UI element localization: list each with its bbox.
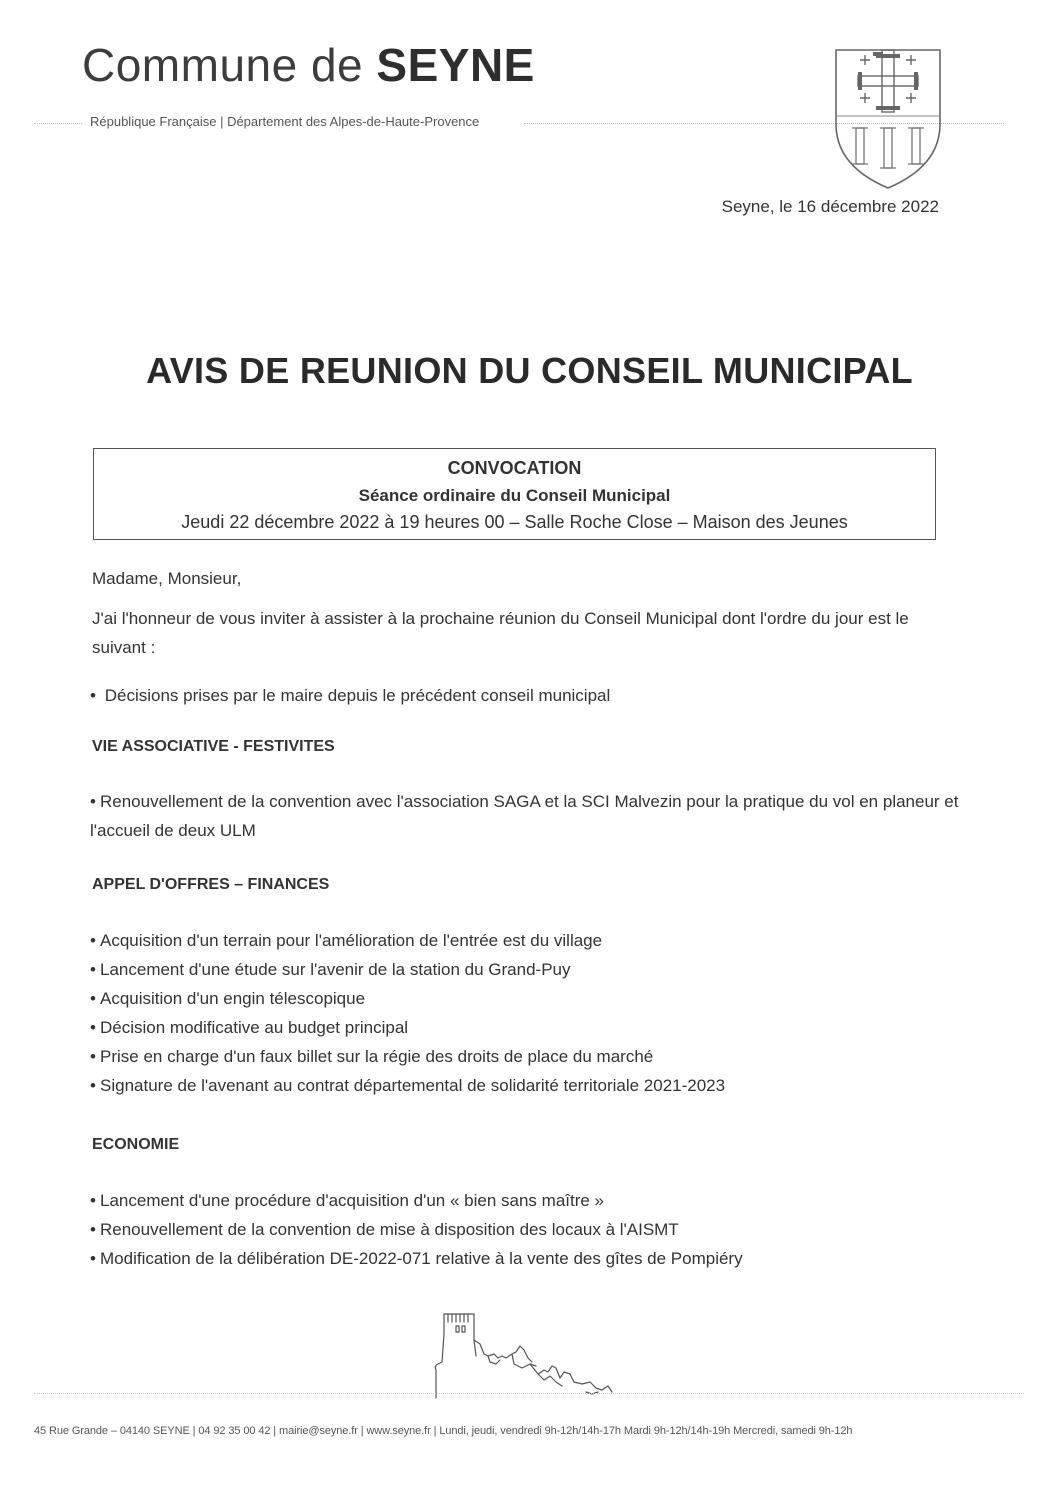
page-header — [0, 0, 1059, 200]
list-item — [90, 1042, 970, 1071]
section-heading-economie: ECONOMIE — [92, 1136, 180, 1153]
list-item — [90, 926, 970, 955]
list-item-text: Signature de l'avenant au contrat départemental de solidarité territoriale 2021-2023 — [100, 1076, 726, 1095]
list-item-text: Décisions prises par le maire depuis le précédent conseil municipal — [104, 686, 611, 705]
list-item — [90, 1013, 970, 1042]
list-item-text: Modification de la délibération DE-2022-071 relative à la vente des gîtes de Pompiéry — [100, 1249, 743, 1268]
list-item-text: Acquisition d'un terrain pour l'amélioration de l'entrée est du village — [100, 931, 603, 950]
list-item-text: Lancement d'une procédure d'acquisition d'un « bien sans maître » — [100, 1191, 605, 1210]
list-item-text: Acquisition d'un engin télescopique — [100, 989, 366, 1008]
coat-of-arms-icon — [828, 42, 948, 192]
bullet-icon: • — [90, 792, 96, 811]
bullet-icon: • — [90, 1249, 96, 1268]
convocation-box — [93, 448, 936, 540]
list-item — [90, 1186, 970, 1215]
bullet-icon: • — [90, 1018, 96, 1037]
header-divider-left — [34, 123, 82, 124]
bullet-icon: • — [90, 686, 96, 705]
bullet-icon: • — [90, 960, 96, 979]
date-line: Seyne, le 16 décembre 2022 — [721, 197, 939, 216]
bullet-icon: • — [90, 1191, 96, 1210]
list-appel-offres — [90, 926, 970, 1100]
list-item — [90, 1071, 970, 1100]
commune-name: SEYNE — [376, 39, 535, 91]
list-item — [90, 955, 970, 984]
list-item-text: Renouvellement de la convention de mise à disposition des locaux à l'AISMT — [100, 1220, 679, 1239]
list-item — [90, 1215, 970, 1244]
commune-prefix: Commune de — [82, 39, 377, 91]
intro-paragraph: J'ai l'honneur de vous inviter à assister à la prochaine réunion du Conseil Municipal dont l'ordre du jour est le suivant : — [92, 609, 909, 657]
bullet-icon: • — [90, 1076, 96, 1095]
section-heading-vie-associative: VIE ASSOCIATIVE - FESTIVITES — [92, 738, 335, 755]
bullet-icon: • — [90, 1220, 96, 1239]
convocation-title: CONVOCATION — [447, 458, 582, 478]
list-item-text: Prise en charge d'un faux billet sur la régie des droits de place du marché — [100, 1047, 654, 1066]
header-subtitle: République Française | Département des Alpes-de-Haute-Provence — [90, 114, 480, 129]
list-item — [90, 984, 970, 1013]
list-item-text: Lancement d'une étude sur l'avenir de la station du Grand-Puy — [100, 960, 571, 979]
footer-contact: 45 Rue Grande – 04140 SEYNE | 04 92 35 00 42 | mairie@seyne.fr | www.seyne.fr | Lundi, jeudi, vendredi 9h-12h/14h-17h Mardi 9h-12h/14h-19h Mercredi, samedi 9h-12h — [34, 1425, 853, 1437]
footer-divider — [34, 1393, 1024, 1394]
list-item-text: Renouvellement de la convention avec l'association SAGA et la SCI Malvezin pour la pratique du vol en planeur et l'accueil de deux ULM — [90, 792, 959, 840]
list-item — [90, 1244, 970, 1273]
list-vie-associative — [90, 787, 970, 845]
convocation-subtitle: Séance ordinaire du Conseil Municipal — [358, 486, 671, 505]
section-heading-appel-offres: APPEL D'OFFRES – FINANCES — [92, 876, 330, 893]
list-item — [90, 787, 970, 845]
salutation: Madame, Monsieur, — [92, 569, 242, 588]
commune-title — [82, 39, 535, 91]
bullet-icon: • — [90, 989, 96, 1008]
list-economie — [90, 1186, 970, 1273]
bullet-icon: • — [90, 1047, 96, 1066]
page-title: AVIS DE REUNION DU CONSEIL MUNICIPAL — [146, 350, 913, 392]
convocation-details: Jeudi 22 décembre 2022 à 19 heures 00 – Salle Roche Close – Maison des Jeunes — [181, 512, 848, 532]
tower-sketch-icon — [426, 1310, 616, 1402]
bullet-icon: • — [90, 931, 96, 950]
list-item — [90, 681, 610, 710]
list-item-text: Décision modificative au budget principal — [100, 1018, 409, 1037]
